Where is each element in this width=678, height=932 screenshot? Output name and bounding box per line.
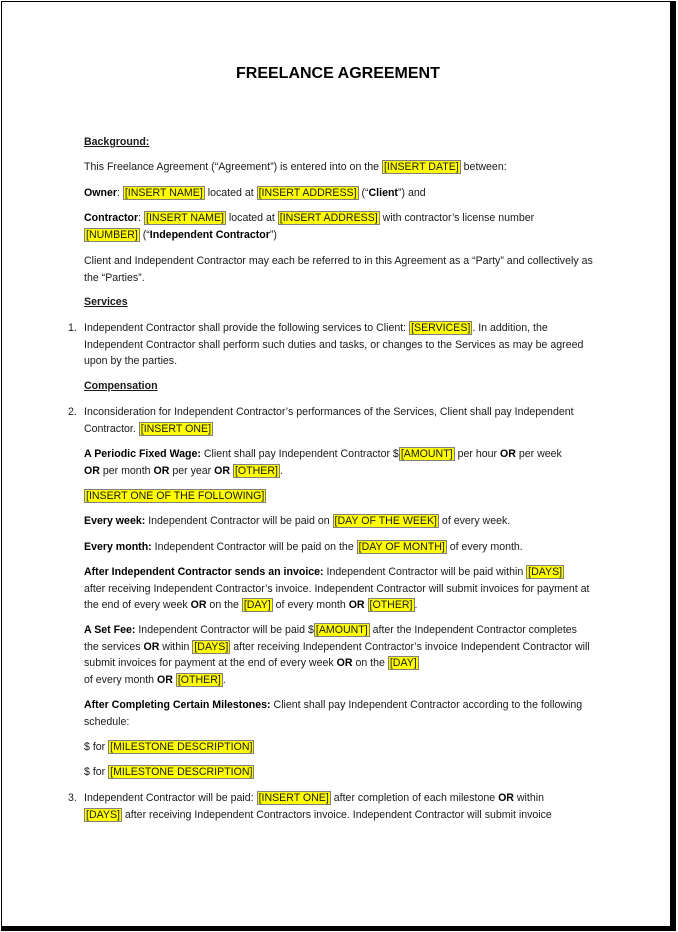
background-heading: Background:: [84, 136, 150, 148]
compensation-heading: Compensation: [84, 380, 158, 392]
services-item-1: 1. Independent Contractor shall provide the following services to Client: [SERVICES] . In addition, the Independent Contractor shall perform such duties and tasks, or changes to the Services as may be agreed upon by the parties.: [68, 322, 584, 368]
intro-paragraph: This Freelance Agreement (“Agreement”) is entered into on the [INSERT DATE] between:: [84, 161, 507, 173]
placeholder-services: [SERVICES]: [411, 322, 471, 334]
placeholder-day: [DAY]: [243, 599, 271, 612]
contractor-paragraph: Contractor: [INSERT NAME] located at [INSERT ADDRESS] with contractor’s license number [NUMBER] (“Independent Contractor”): [84, 212, 535, 241]
placeholder-insert-date: [INSERT DATE]: [383, 161, 459, 173]
every-month-paragraph: Every month: Independent Contractor will be paid on the [DAY OF MONTH] of every month.: [84, 541, 523, 553]
placeholder-amount: [AMOUNT]: [315, 624, 368, 636]
placeholder-day-of-week: [DAY OF THE WEEK]: [334, 515, 437, 527]
placeholder-amount: [AMOUNT]: [400, 448, 453, 460]
placeholder-milestone-description: [MILESTONE DESCRIPTION]: [110, 741, 253, 753]
placeholder-day: [DAY]: [389, 657, 417, 670]
set-fee-paragraph: A Set Fee: Independent Contractor will be paid $ [AMOUNT] after the Independent Contractor completes the services OR within [DAYS] after receiving Independent Contractor’s invoice Independent Contractor will submit invoices for payment at the end of every week OR on the [DAY] of every month OR [OTHER] .: [84, 624, 590, 686]
placeholder-day-of-month: [DAY OF MONTH]: [358, 541, 445, 553]
after-invoice-paragraph: After Independent Contractor sends an invoice: Independent Contractor will be paid within [DAYS] after receiving Independent Contractor’s invoice. Independent Contractor will submit invoices for payment at the end of every week OR on the [DAY] of every month OR [OTHER] .: [84, 566, 590, 612]
placeholder-insert-one: [INSERT ONE]: [140, 422, 212, 435]
placeholder-other: [OTHER]: [177, 673, 221, 686]
owner-paragraph: Owner: [INSERT NAME] located at [INSERT ADDRESS] (“Client”) and: [84, 187, 426, 199]
placeholder-owner-name: [INSERT NAME]: [124, 187, 203, 199]
insert-one-following: [INSERT ONE OF THE FOLLOWING]: [86, 490, 265, 502]
placeholder-insert-one: [INSERT ONE]: [258, 792, 329, 804]
placeholder-days: [DAYS]: [86, 808, 120, 821]
milestone-line-1: $ for [MILESTONE DESCRIPTION]: [84, 741, 253, 753]
milestone-line-2: $ for [MILESTONE DESCRIPTION]: [84, 766, 253, 778]
milestones-paragraph: After Completing Certain Milestones: Client shall pay Independent Contractor according to the following schedule:: [84, 699, 583, 728]
placeholder-other: [OTHER]: [369, 599, 413, 612]
compensation-item-2: 2. Inconsideration for Independent Contractor’s performances of the Services, Client shall pay Independent Contractor. [INSERT ONE]: [68, 406, 574, 435]
placeholder-contractor-name: [INSERT NAME]: [146, 212, 224, 224]
document-title: FREELANCE AGREEMENT: [236, 65, 440, 82]
placeholder-other: [OTHER]: [234, 464, 278, 477]
placeholder-days: [DAYS]: [528, 566, 563, 578]
every-week-paragraph: Every week: Independent Contractor will be paid on [DAY OF THE WEEK] of every week.: [84, 515, 511, 527]
placeholder-license-number: [NUMBER]: [86, 228, 138, 241]
compensation-item-3: 3. Independent Contractor will be paid: [INSERT ONE] after completion of each milestone OR within [DAYS] after receiving Independent Contractors invoice. Independent Contractor will submit invoice: [68, 792, 552, 821]
parties-paragraph: Client and Independent Contractor may each be referred to in this Agreement as a “Party” and collectively as the “Parties”.: [84, 255, 593, 284]
placeholder-days: [DAYS]: [194, 640, 229, 653]
periodic-wage-paragraph: A Periodic Fixed Wage: Client shall pay Independent Contractor $ [AMOUNT] per hour OR per week OR per month OR per year OR [OTHER] .: [84, 448, 562, 477]
placeholder-milestone-description: [MILESTONE DESCRIPTION]: [110, 766, 253, 778]
placeholder-owner-address: [INSERT ADDRESS]: [258, 187, 357, 199]
services-heading: Services: [84, 296, 128, 308]
placeholder-contractor-address: [INSERT ADDRESS]: [279, 212, 378, 224]
